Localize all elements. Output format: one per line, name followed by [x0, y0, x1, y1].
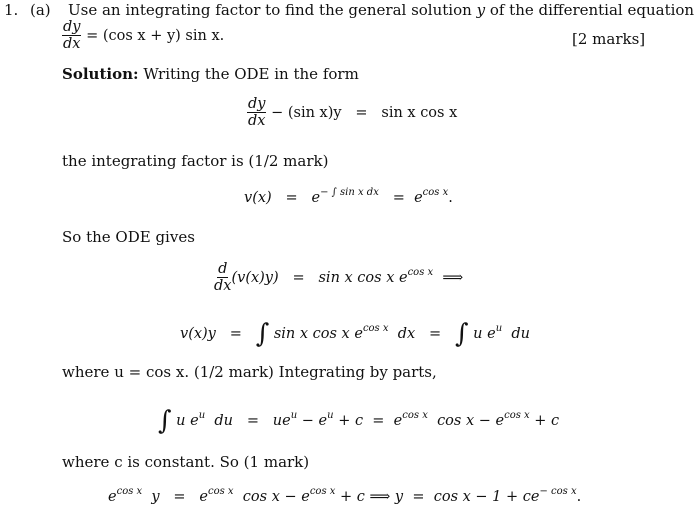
equation-general-solution: $e^{cos x}$ y = $e^{cos x}$ $\cos x - e^{cos x} + c$ ⟹ $y = \cos x - 1 + ce^{- cos x}$. [108, 486, 582, 505]
integral-sign: ∫ [255, 319, 270, 349]
marks-label: [2 marks] [572, 30, 646, 48]
equation-integral: v(x)y = ∫ sin x cos x $e^{cos x}$ dx = ∫ u $e^u$ du [180, 319, 530, 349]
question-prompt: Use an integrating factor to find the general solution y of the differential equation [68, 1, 694, 19]
ode-gives-text: So the ODE gives [62, 228, 195, 246]
equation-derivative: $\frac{d}{dx}$ (v(x)y) = sin x cos x $e^{cos x}$ ⟹ [214, 261, 464, 294]
ode-rhs: = (cos x + y) sin x. [86, 28, 225, 44]
question-part: (a) [30, 1, 51, 19]
equation-by-parts: ∫ u $e^u$ du = $ue^u - e^u + c = e^{cos x}$ $\cos x - e^{cos x} + c$ [158, 406, 560, 436]
equation-integrating-factor: v(x) = $e^{- \int sin x dx}$ = $e^{cos x}$. [244, 187, 453, 206]
equation-standard-form: $\frac{dy}{dx}$ − (sin x)y = sin x cos x [248, 96, 458, 129]
fraction-denominator: dx [63, 36, 81, 52]
solution-label: Solution: [62, 65, 139, 83]
ode-equation [62, 20, 224, 52]
fraction-numerator: dy [63, 19, 81, 35]
question-number: 1. [4, 1, 19, 19]
solution-intro: Solution: Writing the ODE in the form [62, 65, 359, 83]
integrating-factor-text: the integrating factor is (1/2 mark) [62, 152, 329, 170]
implies-arrow: ⟹ [369, 489, 391, 505]
integral-sign: ∫ [158, 406, 172, 436]
implies-arrow: ⟹ [442, 270, 464, 286]
substitution-text: where u = cos x. (1/2 mark) Integrating by parts, [62, 363, 437, 381]
constant-text: where c is constant. So (1 mark) [62, 453, 310, 471]
integral-sign: ∫ [455, 319, 469, 349]
